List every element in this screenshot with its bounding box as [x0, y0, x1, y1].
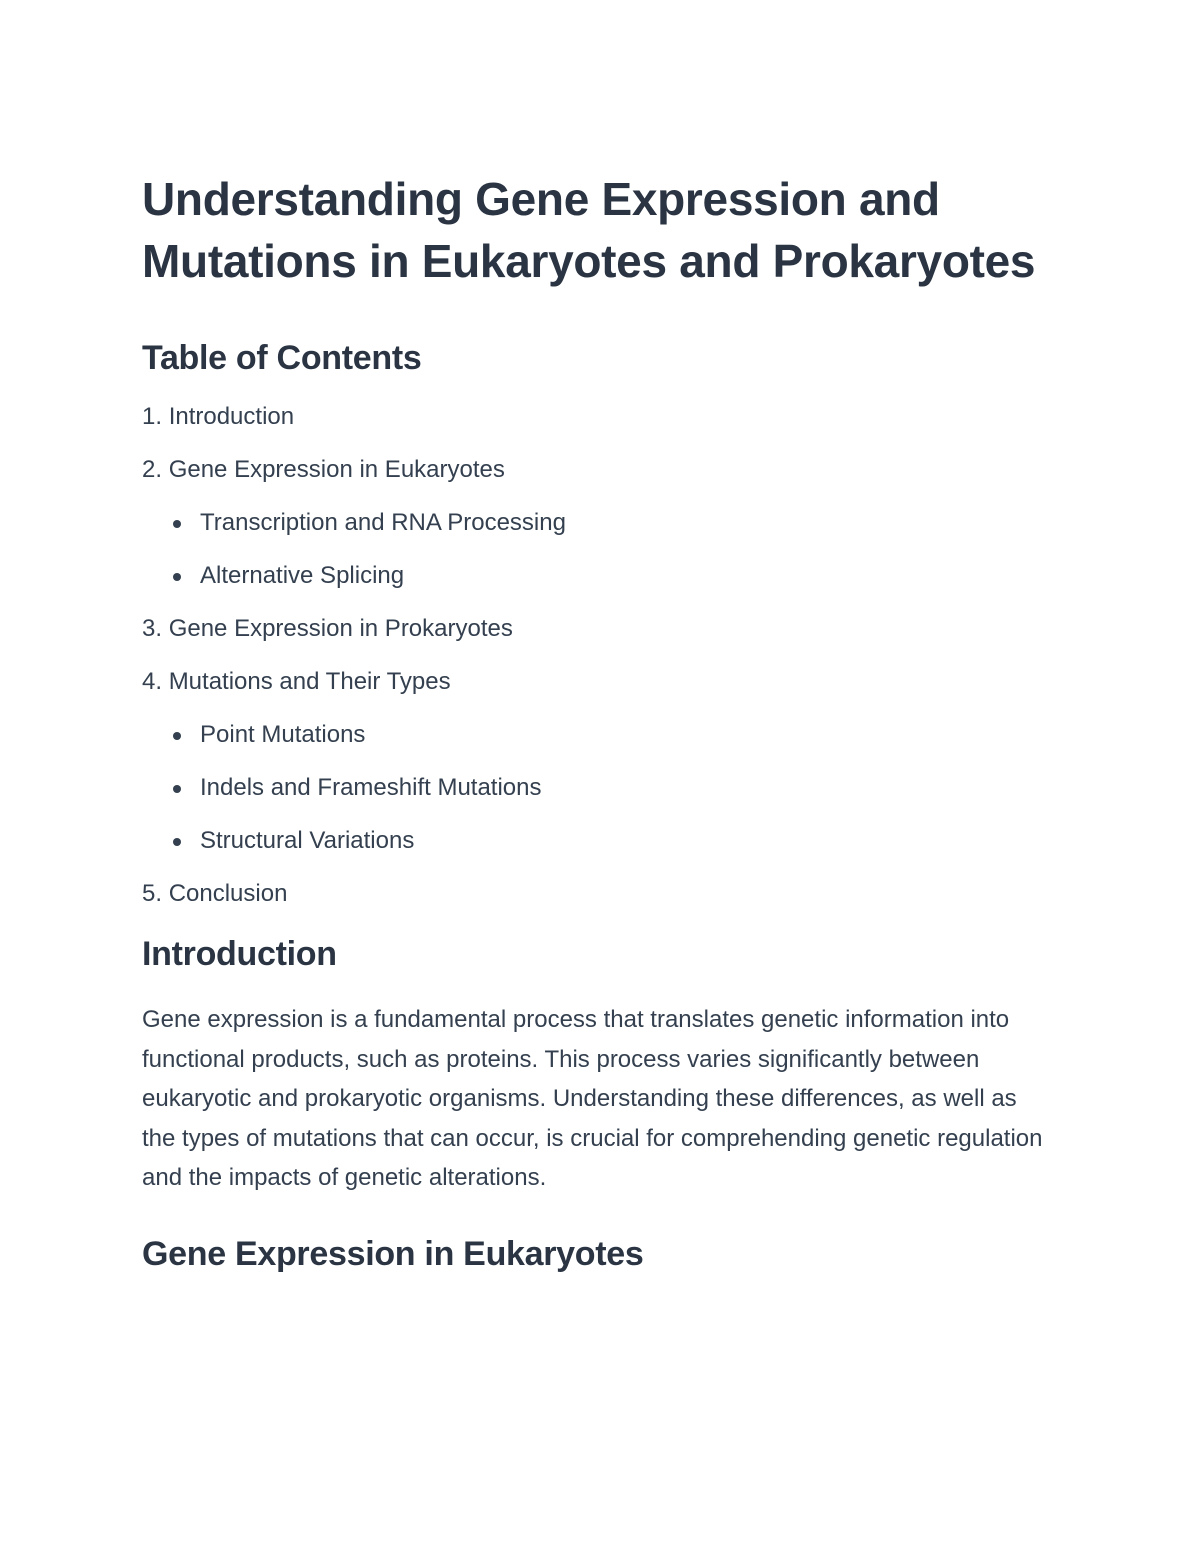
toc-heading: Table of Contents — [142, 339, 422, 377]
toc-item-number: 2. — [142, 456, 163, 483]
bullet-icon — [173, 520, 181, 528]
table-of-contents — [142, 402, 1062, 909]
toc-sublist — [142, 508, 1062, 591]
toc-item-label: Gene Expression in Prokaryotes — [168, 615, 513, 642]
toc-subitem-point-mutations[interactable] — [142, 720, 1062, 750]
toc-item-label: Conclusion — [168, 880, 288, 907]
toc-sublist — [142, 720, 1062, 856]
toc-item-gene-expression-eukaryotes[interactable] — [142, 455, 1062, 591]
toc-subitem-label: Alternative Splicing — [200, 562, 405, 589]
bullet-icon — [173, 785, 181, 793]
eukaryotes-section-heading: Gene Expression in Eukaryotes — [142, 1234, 644, 1273]
introduction-paragraph: Gene expression is a fundamental process that translates genetic information into functional products, such as proteins. This process varies significantly between eukaryotic and prokaryotic organisms. Understanding these differences, as well as the types of mutations that can occur, is crucial for comprehending genetic regulation and the impacts of genetic alterations. — [142, 1006, 1043, 1191]
toc-subitem-label: Point Mutations — [200, 721, 366, 748]
toc-item-number: 1. — [142, 403, 163, 430]
bullet-icon — [173, 732, 181, 740]
toc-item-mutations[interactable] — [142, 667, 1062, 856]
toc-subitem-label: Structural Variations — [200, 827, 415, 854]
bullet-icon — [173, 838, 181, 846]
toc-subitem-alternative-splicing[interactable] — [142, 561, 1062, 591]
toc-item-conclusion[interactable] — [142, 879, 1062, 909]
bullet-icon — [173, 573, 181, 581]
toc-item-label: Mutations and Their Types — [168, 668, 451, 695]
toc-item-number: 4. — [142, 668, 163, 695]
toc-item-number: 3. — [142, 615, 163, 642]
toc-item-label: Gene Expression in Eukaryotes — [168, 456, 505, 483]
toc-subitem-indels[interactable] — [142, 773, 1062, 803]
document-page — [142, 168, 1062, 1276]
toc-subitem-label: Indels and Frameshift Mutations — [200, 774, 542, 801]
toc-subitem-label: Transcription and RNA Processing — [200, 509, 566, 536]
toc-subitem-structural-variations[interactable] — [142, 826, 1062, 856]
toc-item-introduction[interactable] — [142, 402, 1062, 432]
toc-subitem-transcription[interactable] — [142, 508, 1062, 538]
toc-item-label: Introduction — [168, 403, 295, 430]
introduction-heading: Introduction — [142, 935, 337, 973]
toc-item-number: 5. — [142, 880, 163, 907]
toc-item-gene-expression-prokaryotes[interactable] — [142, 614, 1062, 644]
document-title: Understanding Gene Expression and Mutations in Eukaryotes and Prokaryotes — [142, 173, 1036, 287]
